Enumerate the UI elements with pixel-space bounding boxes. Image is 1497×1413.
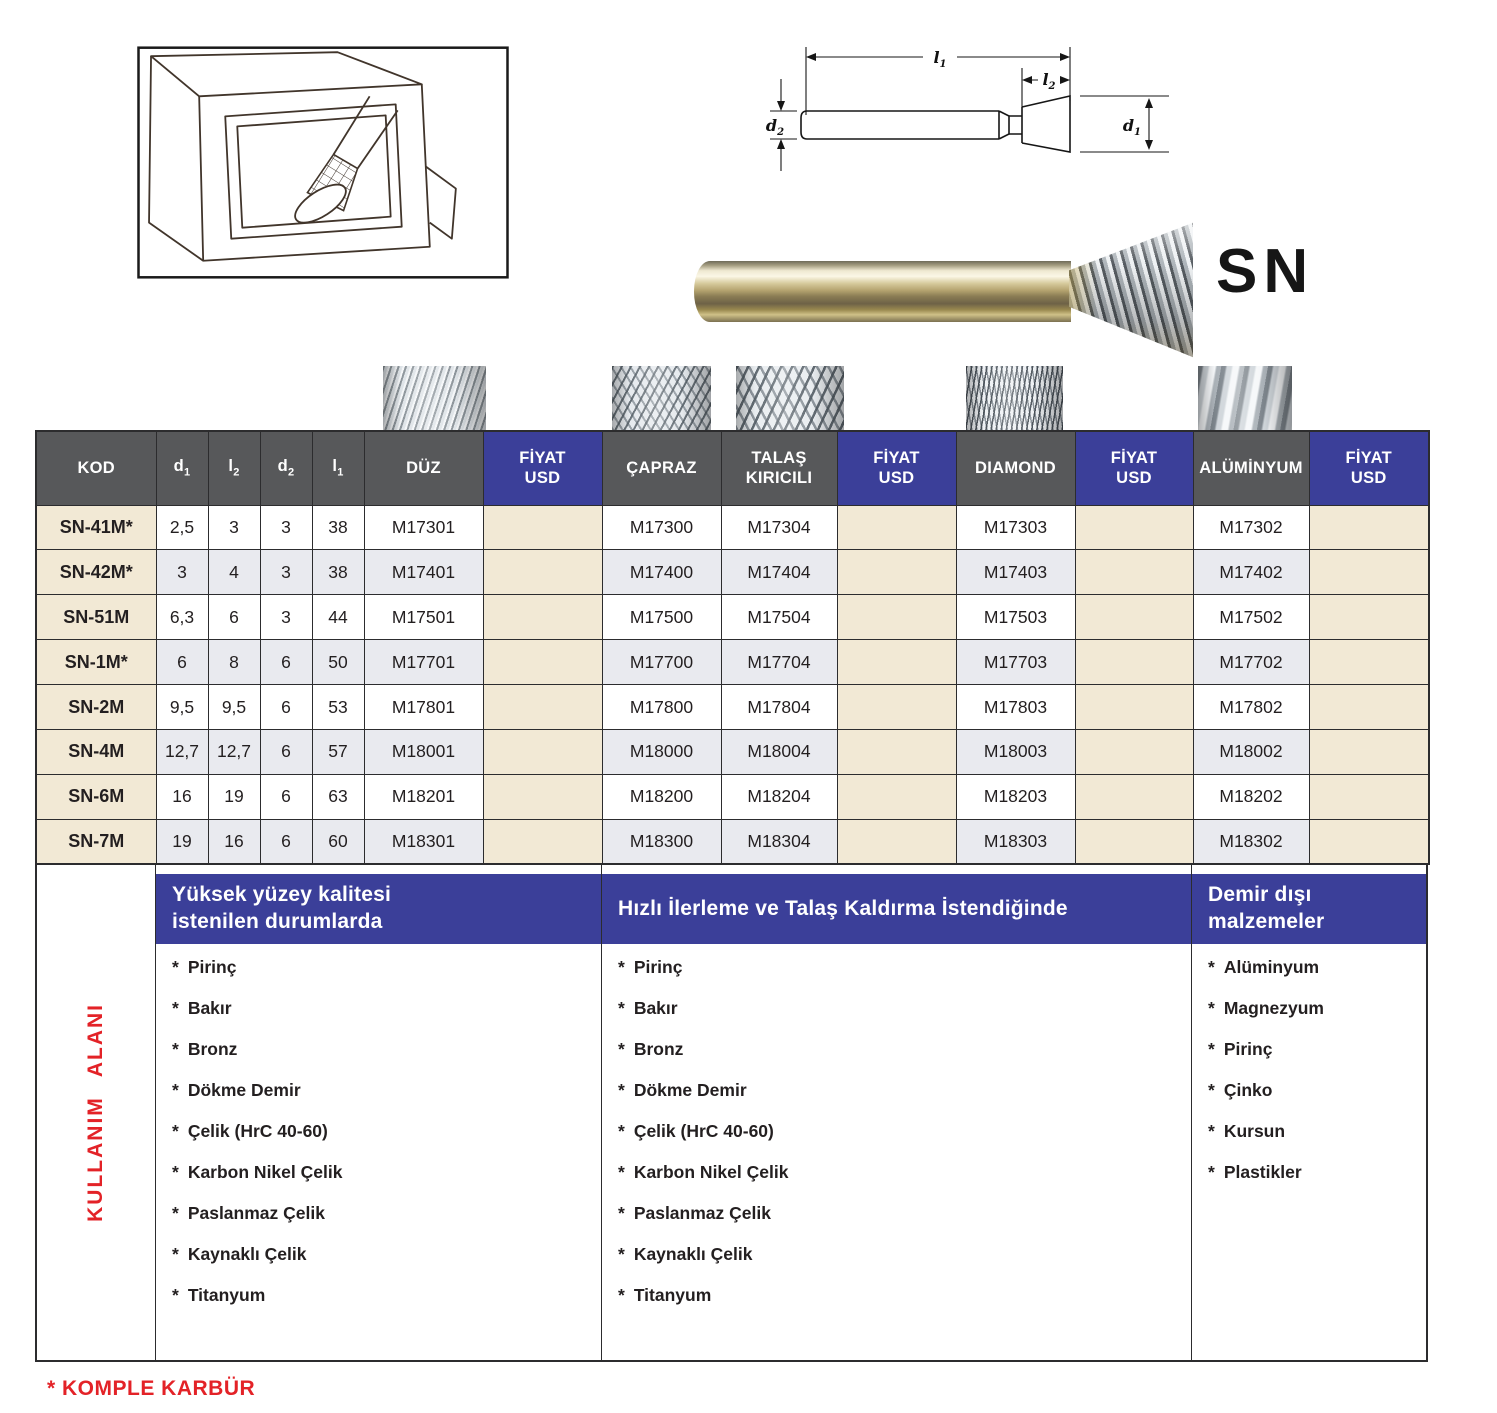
cell-kod: SN-42M* <box>36 550 156 595</box>
cell-capraz: M17800 <box>602 685 721 730</box>
usage-item: * Titanyum <box>172 1285 266 1305</box>
column-header-duz: DÜZ <box>364 431 483 505</box>
usage-item: * Dökme Demir <box>172 1080 301 1100</box>
usage-item: * Bakır <box>172 998 232 1018</box>
bullet-asterisk: * <box>618 1080 625 1100</box>
usage-item: * Bronz <box>618 1039 684 1059</box>
cell-d1: 2,5 <box>156 505 208 550</box>
cell-l2: 3 <box>208 505 260 550</box>
cell-fiyat-capraz <box>837 505 956 550</box>
cell-talas-kiricili: M18304 <box>721 819 837 864</box>
cell-d2: 6 <box>260 774 312 819</box>
cell-l2: 4 <box>208 550 260 595</box>
cell-l1: 38 <box>312 550 364 595</box>
aluminum-cut-burr-photo <box>1198 366 1292 430</box>
cell-fiyat-duz <box>483 685 602 730</box>
usage-item: * Kursun <box>1208 1121 1286 1141</box>
table-row-SN-1M* <box>36 640 1429 685</box>
cell-l2: 6 <box>208 595 260 640</box>
cell-kod: SN-6M <box>36 774 156 819</box>
column-header-l2: $l_2$ <box>208 431 260 505</box>
usage-item: * Bronz <box>172 1039 238 1059</box>
bullet-asterisk: * <box>618 1285 625 1305</box>
cell-capraz: M17700 <box>602 640 721 685</box>
usage-item: * Pirinç <box>1208 1039 1273 1059</box>
cell-diamond: M17303 <box>956 505 1075 550</box>
column-header-d2: $d_2$ <box>260 431 312 505</box>
usage-item: * Magnezyum <box>1208 998 1324 1018</box>
cell-fiyat-diamond <box>1075 774 1193 819</box>
cell-talas-kiricili: M18204 <box>721 774 837 819</box>
table-row-SN-2M <box>36 685 1429 730</box>
cell-fiyat-capraz <box>837 550 956 595</box>
bullet-asterisk: * <box>172 1080 179 1100</box>
bullet-asterisk: * <box>1208 1162 1215 1182</box>
bullet-asterisk: * <box>172 1285 179 1305</box>
cell-fiyat-duz <box>483 550 602 595</box>
cell-diamond: M18003 <box>956 729 1075 774</box>
cell-fiyat-aluminyum <box>1309 505 1429 550</box>
cell-aluminyum: M17702 <box>1193 640 1309 685</box>
cell-diamond: M18203 <box>956 774 1075 819</box>
cell-fiyat-aluminyum <box>1309 685 1429 730</box>
cell-d2: 6 <box>260 640 312 685</box>
cell-capraz: M18200 <box>602 774 721 819</box>
cell-l2: 9,5 <box>208 685 260 730</box>
cell-talas-kiricili: M17704 <box>721 640 837 685</box>
usage-item: * Karbon Nikel Çelik <box>618 1162 789 1182</box>
bullet-asterisk: * <box>618 1162 625 1182</box>
table-row-SN-6M <box>36 774 1429 819</box>
cell-fiyat-aluminyum <box>1309 595 1429 640</box>
column-header-fiyat-aluminyum: FİYAT USD <box>1309 431 1429 505</box>
cell-fiyat-duz <box>483 819 602 864</box>
cell-kod: SN-7M <box>36 819 156 864</box>
bullet-asterisk: * <box>618 1244 625 1264</box>
usage-item: * Çelik (HrC 40-60) <box>618 1121 774 1141</box>
bullet-asterisk: * <box>172 1121 179 1141</box>
cell-aluminyum: M17802 <box>1193 685 1309 730</box>
cell-capraz: M17500 <box>602 595 721 640</box>
cell-fiyat-duz <box>483 505 602 550</box>
cell-fiyat-aluminyum <box>1309 729 1429 774</box>
product-table <box>35 430 1430 865</box>
cell-aluminyum: M18302 <box>1193 819 1309 864</box>
cell-fiyat-aluminyum <box>1309 774 1429 819</box>
cell-d2: 6 <box>260 819 312 864</box>
cell-fiyat-diamond <box>1075 640 1193 685</box>
column-header-l1: $l_1$ <box>312 431 364 505</box>
cell-aluminyum: M17502 <box>1193 595 1309 640</box>
usage-title-line: Demir dışı <box>1208 883 1312 907</box>
cell-aluminyum: M17302 <box>1193 505 1309 550</box>
cell-l1: 50 <box>312 640 364 685</box>
usage-title-line: malzemeler <box>1208 910 1325 933</box>
cell-diamond: M17803 <box>956 685 1075 730</box>
usage-item: * Çinko <box>1208 1080 1273 1100</box>
cell-talas-kiricili: M17504 <box>721 595 837 640</box>
cell-l2: 16 <box>208 819 260 864</box>
cell-d2: 3 <box>260 550 312 595</box>
cell-kod: SN-41M* <box>36 505 156 550</box>
bullet-asterisk: * <box>618 998 625 1018</box>
bullet-asterisk: * <box>172 1244 179 1264</box>
usage-title-non-ferrous <box>1192 874 1426 944</box>
burr-shank <box>694 261 1071 322</box>
usage-item: * Paslanmaz Çelik <box>172 1203 325 1223</box>
bullet-asterisk: * <box>1208 1121 1215 1141</box>
usage-section <box>35 863 1428 1362</box>
cell-fiyat-duz <box>483 729 602 774</box>
usage-title-line: Yüksek yüzey kalitesi <box>172 883 391 907</box>
column-header-talas-kiricili: TALAŞ KIRICILI <box>721 431 837 505</box>
usage-column-non-ferrous <box>1192 865 1426 1360</box>
cell-duz: M17801 <box>364 685 483 730</box>
cell-fiyat-capraz <box>837 729 956 774</box>
usage-list-fast-removal <box>602 947 1191 1316</box>
cell-d1: 19 <box>156 819 208 864</box>
cell-fiyat-capraz <box>837 819 956 864</box>
usage-item: * Pirinç <box>172 957 237 977</box>
usage-item: * Karbon Nikel Çelik <box>172 1162 343 1182</box>
cross-cut-burr-photo <box>612 366 711 430</box>
cell-fiyat-capraz <box>837 774 956 819</box>
cell-fiyat-capraz <box>837 640 956 685</box>
cell-d2: 3 <box>260 595 312 640</box>
bullet-asterisk: * <box>172 998 179 1018</box>
cell-capraz: M18000 <box>602 729 721 774</box>
cell-diamond: M18303 <box>956 819 1075 864</box>
cell-d1: 9,5 <box>156 685 208 730</box>
usage-item: * Dökme Demir <box>618 1080 747 1100</box>
cell-l1: 44 <box>312 595 364 640</box>
cell-fiyat-diamond <box>1075 819 1193 864</box>
table-row-SN-51M <box>36 595 1429 640</box>
column-header-kod: KOD <box>36 431 156 505</box>
cell-d1: 6 <box>156 640 208 685</box>
cell-talas-kiricili: M17804 <box>721 685 837 730</box>
usage-column-surface-quality <box>156 865 602 1360</box>
cell-fiyat-diamond <box>1075 550 1193 595</box>
tool-outline <box>801 96 1070 152</box>
column-header-fiyat-diamond: FİYAT USD <box>1075 431 1193 505</box>
table-header-row <box>36 431 1429 505</box>
cell-aluminyum: M18202 <box>1193 774 1309 819</box>
diamond-cut-burr-photo <box>966 366 1063 430</box>
cell-kod: SN-51M <box>36 595 156 640</box>
column-header-fiyat-capraz: FİYAT USD <box>837 431 956 505</box>
bullet-asterisk: * <box>618 1121 625 1141</box>
cell-l2: 8 <box>208 640 260 685</box>
usage-column-fast-removal <box>602 865 1192 1360</box>
cell-kod: SN-4M <box>36 729 156 774</box>
cell-duz: M17501 <box>364 595 483 640</box>
cell-fiyat-diamond <box>1075 685 1193 730</box>
cell-duz: M17301 <box>364 505 483 550</box>
usage-item: * Pirinç <box>618 957 683 977</box>
cell-aluminyum: M17402 <box>1193 550 1309 595</box>
column-header-d1: $d_1$ <box>156 431 208 505</box>
cell-fiyat-aluminyum <box>1309 819 1429 864</box>
cell-duz: M18201 <box>364 774 483 819</box>
product-family-code: SN <box>1216 237 1315 306</box>
cell-fiyat-aluminyum <box>1309 550 1429 595</box>
dim-label-d1: $d_1$ <box>1122 116 1141 138</box>
bullet-asterisk: * <box>1208 957 1215 977</box>
usage-list-non-ferrous <box>1192 947 1426 1193</box>
cell-d1: 6,3 <box>156 595 208 640</box>
bullet-asterisk: * <box>1208 998 1215 1018</box>
usage-title-surface-quality <box>156 874 601 944</box>
cell-d2: 3 <box>260 505 312 550</box>
footnote: * KOMPLE KARBÜR <box>47 1377 256 1400</box>
cell-aluminyum: M18002 <box>1193 729 1309 774</box>
cell-d1: 12,7 <box>156 729 208 774</box>
table-body <box>36 505 1429 864</box>
cell-duz: M18001 <box>364 729 483 774</box>
cell-d2: 6 <box>260 685 312 730</box>
burr-head <box>1069 220 1193 360</box>
cell-d1: 3 <box>156 550 208 595</box>
cell-talas-kiricili: M18004 <box>721 729 837 774</box>
cell-duz: M18301 <box>364 819 483 864</box>
dim-label-l1: $l_1$ <box>933 48 947 70</box>
bullet-asterisk: * <box>1208 1039 1215 1059</box>
cell-duz: M17401 <box>364 550 483 595</box>
cell-diamond: M17403 <box>956 550 1075 595</box>
usage-side-column <box>37 865 156 1360</box>
cell-fiyat-aluminyum <box>1309 640 1429 685</box>
usage-item: * Titanyum <box>618 1285 712 1305</box>
cell-l2: 12,7 <box>208 729 260 774</box>
chipbreaker-burr-photo <box>736 366 844 430</box>
usage-item: * Alüminyum <box>1208 957 1320 977</box>
cell-capraz: M18300 <box>602 819 721 864</box>
cell-l1: 60 <box>312 819 364 864</box>
dimension-lines <box>770 47 1169 171</box>
usage-item: * Kaynaklı Çelik <box>172 1244 307 1264</box>
usage-item: * Bakır <box>618 998 678 1018</box>
cell-diamond: M17703 <box>956 640 1075 685</box>
usage-item: * Çelik (HrC 40-60) <box>172 1121 328 1141</box>
dim-label-d2: $d_2$ <box>765 116 785 138</box>
usage-title-fast-removal <box>602 874 1191 944</box>
cell-duz: M17701 <box>364 640 483 685</box>
bullet-asterisk: * <box>172 1203 179 1223</box>
cell-l1: 38 <box>312 505 364 550</box>
table-row-SN-7M <box>36 819 1429 864</box>
column-header-diamond: DIAMOND <box>956 431 1075 505</box>
cell-fiyat-diamond <box>1075 729 1193 774</box>
bullet-asterisk: * <box>172 957 179 977</box>
cell-diamond: M17503 <box>956 595 1075 640</box>
cell-d1: 16 <box>156 774 208 819</box>
single-cut-burr-photo <box>383 366 486 430</box>
dim-label-l2: $l_2$ <box>1042 70 1056 92</box>
table-row-SN-4M <box>36 729 1429 774</box>
cell-d2: 6 <box>260 729 312 774</box>
column-header-fiyat-duz: FİYAT USD <box>483 431 602 505</box>
cell-kod: SN-1M* <box>36 640 156 685</box>
cell-l1: 57 <box>312 729 364 774</box>
bullet-asterisk: * <box>1208 1080 1215 1100</box>
cell-fiyat-diamond <box>1075 505 1193 550</box>
cell-fiyat-duz <box>483 640 602 685</box>
bullet-asterisk: * <box>618 957 625 977</box>
cell-talas-kiricili: M17404 <box>721 550 837 595</box>
usage-item: * Plastikler <box>1208 1162 1302 1182</box>
bullet-asterisk: * <box>618 1203 625 1223</box>
table-row-SN-41M* <box>36 505 1429 550</box>
cell-fiyat-duz <box>483 774 602 819</box>
cell-fiyat-capraz <box>837 595 956 640</box>
illustration-border <box>139 48 508 278</box>
cell-capraz: M17400 <box>602 550 721 595</box>
usage-item: * Kaynaklı Çelik <box>618 1244 753 1264</box>
bullet-asterisk: * <box>172 1039 179 1059</box>
column-header-capraz: ÇAPRAZ <box>602 431 721 505</box>
cell-fiyat-capraz <box>837 685 956 730</box>
application-illustration <box>137 46 509 279</box>
cell-fiyat-diamond <box>1075 595 1193 640</box>
cell-kod: SN-2M <box>36 685 156 730</box>
column-header-aluminyum: ALÜMİNYUM <box>1193 431 1309 505</box>
burr-product-photo <box>690 218 1215 363</box>
dimension-arrowheads <box>777 53 1153 150</box>
usage-side-label: KULLANIM ALANI <box>84 1003 107 1222</box>
cell-talas-kiricili: M17304 <box>721 505 837 550</box>
usage-title-line: Hızlı İlerleme ve Talaş Kaldırma İstendiğinde <box>618 896 1068 920</box>
cell-l2: 19 <box>208 774 260 819</box>
usage-list-surface-quality <box>156 947 601 1316</box>
cell-fiyat-duz <box>483 595 602 640</box>
cell-l1: 63 <box>312 774 364 819</box>
usage-item: * Paslanmaz Çelik <box>618 1203 771 1223</box>
dimension-diagram <box>745 35 1230 220</box>
bullet-asterisk: * <box>618 1039 625 1059</box>
table-row-SN-42M* <box>36 550 1429 595</box>
cell-capraz: M17300 <box>602 505 721 550</box>
cell-l1: 53 <box>312 685 364 730</box>
usage-title-line: istenilen durumlarda <box>172 910 383 933</box>
bullet-asterisk: * <box>172 1162 179 1182</box>
